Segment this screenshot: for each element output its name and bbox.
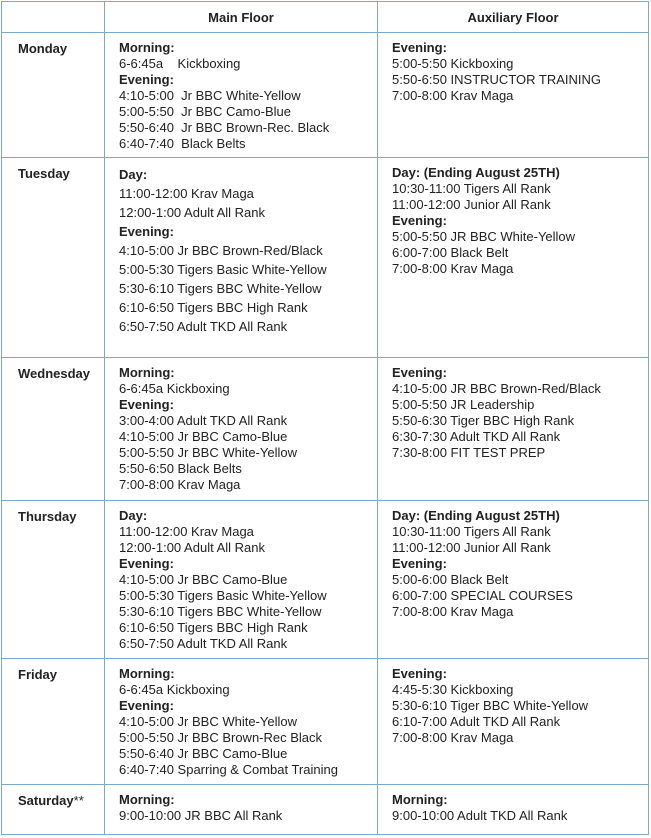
class-entry: 3:00-4:00 Adult TKD All Rank <box>119 413 288 428</box>
day-name: Friday <box>18 667 58 682</box>
class-entry: 6:30-7:30 Adult TKD All Rank <box>392 429 561 444</box>
class-entry: 9:00-10:00 Adult TKD All Rank <box>392 808 568 823</box>
header-day <box>2 2 105 33</box>
session-period-label: Day: <box>119 167 148 182</box>
day-name: Monday <box>18 41 68 56</box>
schedule-row <box>2 158 649 358</box>
session-period-label: Day: (Ending August 25TH) <box>392 508 560 523</box>
class-entry: 4:10-5:00 Jr BBC Camo-Blue <box>119 429 288 444</box>
class-entry: 7:00-8:00 Krav Maga <box>392 730 514 745</box>
session-period-label: Morning: <box>119 40 175 55</box>
class-entry: 11:00-12:00 Krav Maga <box>119 186 254 201</box>
day-cell <box>2 659 105 785</box>
header-auxiliary-floor: Auxiliary Floor <box>378 2 649 33</box>
session-period-label: Morning: <box>119 666 175 681</box>
session-period-label: Evening: <box>392 40 447 55</box>
class-entry: 7:00-8:00 Krav Maga <box>119 477 241 492</box>
session-period-label: Day: <box>119 508 148 523</box>
day-note-marker: ** <box>73 793 84 808</box>
day-cell <box>2 501 105 659</box>
class-entry: 9:00-10:00 JR BBC All Rank <box>119 808 283 823</box>
class-entry: 6-6:45a Kickboxing <box>119 682 230 697</box>
session-period-label: Morning: <box>392 792 448 807</box>
class-entry: 6:40-7:40 Sparring & Combat Training <box>119 762 338 777</box>
main-floor-cell <box>105 785 378 835</box>
class-entry: 5:00-5:50 JR BBC White-Yellow <box>392 229 576 244</box>
class-entry: 5:50-6:30 Tiger BBC High Rank <box>392 413 575 428</box>
class-entry: 11:00-12:00 Krav Maga <box>119 524 254 539</box>
session-period-label: Evening: <box>119 698 174 713</box>
day-cell <box>2 358 105 501</box>
session-period-label: Morning: <box>119 365 175 380</box>
class-entry: 11:00-12:00 Junior All Rank <box>392 540 551 555</box>
auxiliary-floor-cell <box>378 158 649 358</box>
day-cell <box>2 33 105 158</box>
class-entry: 5:00-5:50 JR Leadership <box>392 397 535 412</box>
class-entry: 5:00-5:50 Jr BBC White-Yellow <box>119 445 297 460</box>
day-name: Tuesday <box>18 166 70 181</box>
session-period-label: Morning: <box>119 792 175 807</box>
day-cell <box>2 785 105 835</box>
day-cell <box>2 158 105 358</box>
auxiliary-floor-cell <box>378 358 649 501</box>
class-entry: 4:10-5:00 JR BBC Brown-Red/Black <box>392 381 601 396</box>
class-entry: 4:10-5:00 Jr BBC Brown-Red/Black <box>119 243 323 258</box>
class-entry: 6:00-7:00 Black Belt <box>392 245 509 260</box>
class-entry: 10:30-11:00 Tigers All Rank <box>392 524 551 539</box>
schedule-row <box>2 785 649 835</box>
class-entry: 5:50-6:50 INSTRUCTOR TRAINING <box>392 72 602 87</box>
class-entry: 5:30-6:10 Tigers BBC White-Yellow <box>119 604 322 619</box>
auxiliary-floor-cell <box>378 659 649 785</box>
auxiliary-floor-cell <box>378 785 649 835</box>
session-period-label: Evening: <box>119 72 174 87</box>
class-entry: 4:10-5:00 Jr BBC White-Yellow <box>119 714 297 729</box>
day-name: Thursday <box>18 509 77 524</box>
main-floor-cell <box>105 501 378 659</box>
main-floor-cell <box>105 33 378 158</box>
class-entry: 6:10-6:50 Tigers BBC High Rank <box>119 620 308 635</box>
session-period-label: Evening: <box>392 666 447 681</box>
header-main-floor: Main Floor <box>105 2 378 33</box>
class-entry: 7:30-8:00 FIT TEST PREP <box>392 445 546 460</box>
class-entry: 5:50-6:50 Black Belts <box>119 461 242 476</box>
class-entry: 10:30-11:00 Tigers All Rank <box>392 181 551 196</box>
class-entry: 5:00-5:50 Jr BBC Camo-Blue <box>119 104 291 119</box>
schedule-row <box>2 659 649 785</box>
class-entry: 5:50-6:40 Jr BBC Brown-Rec. Black <box>119 120 330 135</box>
class-entry: 4:10-5:00 Jr BBC Camo-Blue <box>119 572 288 587</box>
class-entry: 7:00-8:00 Krav Maga <box>392 261 514 276</box>
session-period-label: Evening: <box>392 213 447 228</box>
session-period-label: Evening: <box>392 365 447 380</box>
schedule-row <box>2 33 649 158</box>
session-period-label: Evening: <box>392 556 447 571</box>
class-entry: 7:00-8:00 Krav Maga <box>392 604 514 619</box>
class-entry: 6:10-6:50 Tigers BBC High Rank <box>119 300 308 315</box>
class-entry: 6:10-7:00 Adult TKD All Rank <box>392 714 561 729</box>
class-entry: 6:40-7:40 Black Belts <box>119 136 246 151</box>
main-floor-cell <box>105 358 378 501</box>
class-entry: 4:45-5:30 Kickboxing <box>392 682 514 697</box>
class-entry: 5:30-6:10 Tigers BBC White-Yellow <box>119 281 322 296</box>
class-entry: 5:00-5:30 Tigers Basic White-Yellow <box>119 262 327 277</box>
main-floor-cell <box>105 158 378 358</box>
schedule-row <box>2 358 649 501</box>
class-entry: 6-6:45a Kickboxing <box>119 381 230 396</box>
session-period-label: Evening: <box>119 224 174 239</box>
session-period-label: Evening: <box>119 397 174 412</box>
class-entry: 5:30-6:10 Tiger BBC White-Yellow <box>392 698 589 713</box>
day-name: Wednesday <box>18 366 91 381</box>
class-entry: 12:00-1:00 Adult All Rank <box>119 205 265 220</box>
class-entry: 11:00-12:00 Junior All Rank <box>392 197 551 212</box>
class-entry: 5:00-5:30 Tigers Basic White-Yellow <box>119 588 327 603</box>
class-entry: 5:50-6:40 Jr BBC Camo-Blue <box>119 746 288 761</box>
header-row <box>2 2 649 33</box>
class-entry: 5:00-6:00 Black Belt <box>392 572 509 587</box>
class-entry: 6:50-7:50 Adult TKD All Rank <box>119 636 288 651</box>
class-entry: 6:00-7:00 SPECIAL COURSES <box>392 588 573 603</box>
auxiliary-floor-cell <box>378 33 649 158</box>
session-period-label: Evening: <box>119 556 174 571</box>
class-entry: 7:00-8:00 Krav Maga <box>392 88 514 103</box>
class-entry: 12:00-1:00 Adult All Rank <box>119 540 265 555</box>
class-entry: 6:50-7:50 Adult TKD All Rank <box>119 319 288 334</box>
day-name: Saturday <box>18 793 74 808</box>
schedule-row <box>2 501 649 659</box>
class-entry: 6-6:45a Kickboxing <box>119 56 241 71</box>
main-floor-cell <box>105 659 378 785</box>
session-period-label: Day: (Ending August 25TH) <box>392 165 560 180</box>
schedule-table <box>1 1 649 835</box>
class-entry: 5:00-5:50 Jr BBC Brown-Rec Black <box>119 730 323 745</box>
class-entry: 5:00-5:50 Kickboxing <box>392 56 514 71</box>
class-entry: 4:10-5:00 Jr BBC White-Yellow <box>119 88 301 103</box>
auxiliary-floor-cell <box>378 501 649 659</box>
